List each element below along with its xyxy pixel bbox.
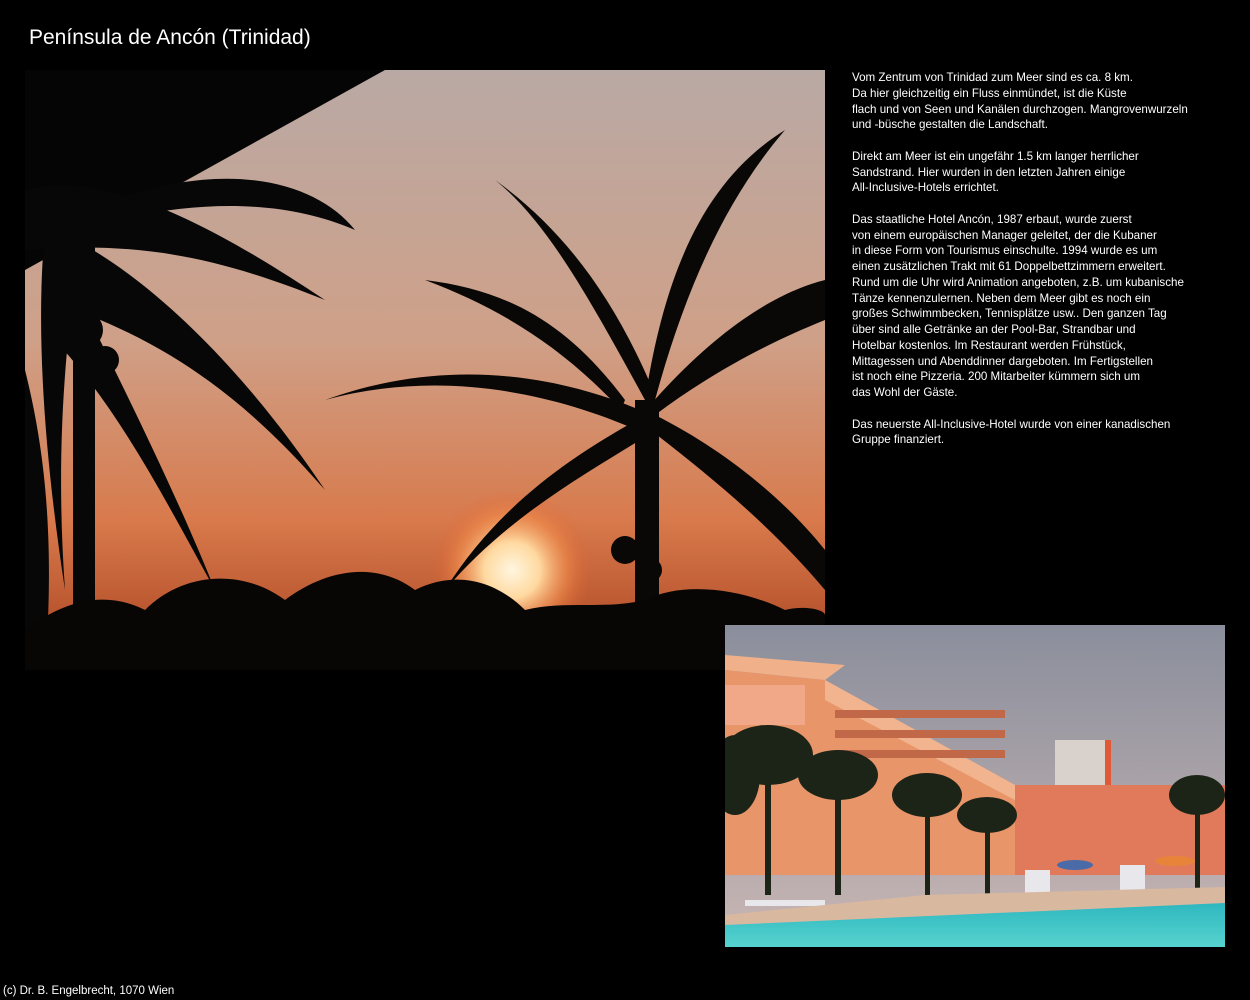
paragraph-distance [852, 70, 1227, 133]
page-title: Península de Ancón (Trinidad) [29, 26, 311, 49]
text-line: über sind alle Getränke an der Pool-Bar, Strandbar und [852, 323, 1136, 336]
text-line: flach und von Seen und Kanälen durchzogen. Mangrovenwurzeln [852, 102, 1188, 116]
text-line: einen zusätzlichen Trakt mit 61 Doppelbettzimmern erweitert. [852, 260, 1166, 273]
text-line: Gruppe finanziert. [852, 433, 945, 447]
text-line: Rund um die Uhr wird Animation angeboten, z.B. um kubanische [852, 275, 1184, 289]
text-line: das Wohl der Gäste. [852, 386, 958, 399]
text-line: Mittagessen und Abenddinner dargeboten. Im Fertigstellen [852, 354, 1153, 368]
description-text [852, 70, 1227, 464]
text-line: und -büsche gestalten die Landschaft. [852, 118, 1048, 132]
copyright-footer: (c) Dr. B. Engelbrecht, 1070 Wien [3, 985, 175, 997]
text-line: Tänze kennenzulernen. Neben dem Meer gibt es noch ein [852, 291, 1151, 305]
hotel-ancon-pool-photo [725, 625, 1225, 947]
paragraph-hotel-ancon [852, 212, 1227, 401]
paragraph-beach [852, 149, 1227, 196]
text-line: Vom Zentrum von Trinidad zum Meer sind es ca. 8 km. [852, 71, 1133, 84]
paragraph-canadian-hotel [852, 417, 1227, 449]
text-line: Direkt am Meer ist ein ungefähr 1.5 km langer herrlicher [852, 149, 1139, 163]
text-line: in diese Form von Tourismus einschulte. 1994 wurde es um [852, 244, 1158, 258]
text-line: großes Schwimmbecken, Tennisplätze usw.. Den ganzen Tag [852, 307, 1167, 321]
text-line: All-Inclusive-Hotels errichtet. [852, 181, 999, 195]
text-line: Hotelbar kostenlos. Im Restaurant werden Frühstück, [852, 338, 1126, 352]
text-line: Das neuerste All-Inclusive-Hotel wurde von einer kanadischen [852, 417, 1171, 431]
text-line: Sandstrand. Hier wurden in den letzten Jahren einige [852, 165, 1126, 179]
text-line: Das staatliche Hotel Ancón, 1987 erbaut, wurde zuerst [852, 212, 1132, 226]
text-line: ist noch eine Pizzeria. 200 Mitarbeiter kümmern sich um [852, 370, 1141, 384]
text-line: Da hier gleichzeitig ein Fluss einmündet, ist die Küste [852, 86, 1127, 100]
text-line: von einem europäischen Manager geleitet, der die Kubaner [852, 228, 1157, 242]
sunset-palm-photo [25, 70, 825, 670]
